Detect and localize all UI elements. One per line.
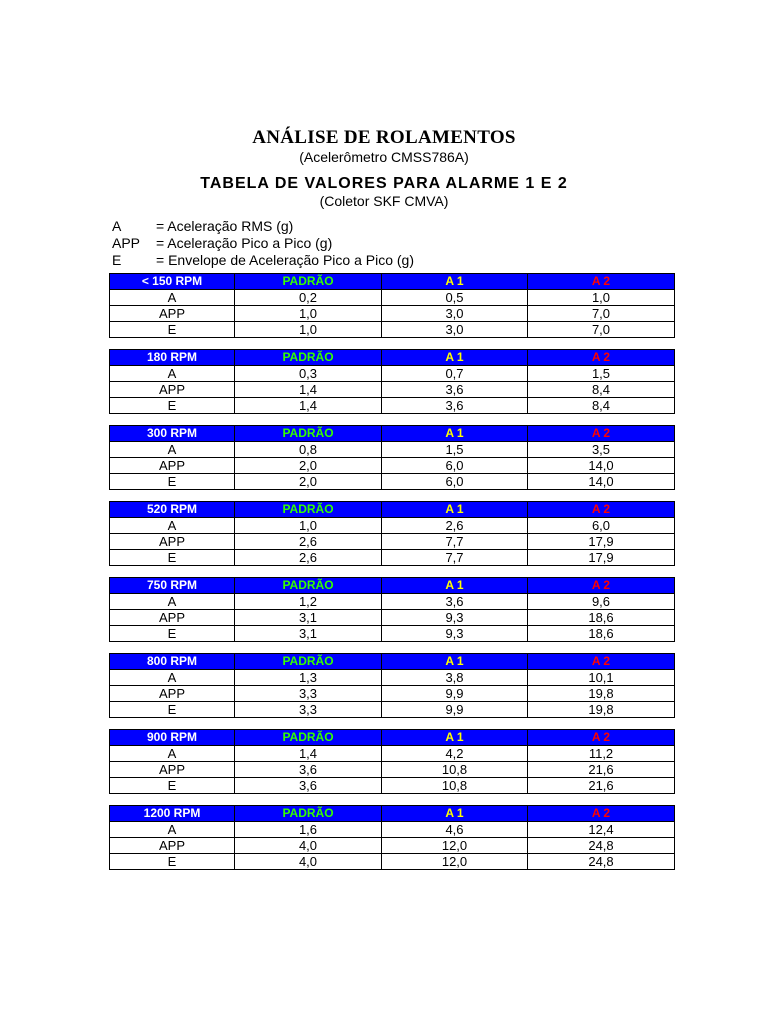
- rpm-table: [109, 501, 675, 566]
- padrao-header: PADRÃO: [235, 274, 382, 290]
- metric-cell: A: [110, 366, 235, 382]
- metric-cell: APP: [110, 382, 235, 398]
- metric-cell: E: [110, 398, 235, 414]
- padrao-cell: 4,0: [235, 838, 382, 854]
- a1-cell: 3,6: [382, 594, 528, 610]
- metric-cell: A: [110, 594, 235, 610]
- table-row: [110, 594, 675, 610]
- padrao-cell: 1,0: [235, 518, 382, 534]
- a1-cell: 10,8: [382, 778, 528, 794]
- a2-cell: 14,0: [528, 474, 675, 490]
- a1-cell: 4,6: [382, 822, 528, 838]
- rpm-header: 300 RPM: [110, 426, 235, 442]
- table-row: [110, 382, 675, 398]
- rpm-table: [109, 729, 675, 794]
- a2-header: A 2: [528, 502, 675, 518]
- metric-cell: APP: [110, 534, 235, 550]
- table-row: [110, 822, 675, 838]
- table-row: [110, 838, 675, 854]
- table-header-row: [110, 502, 675, 518]
- table-row: [110, 322, 675, 338]
- padrao-cell: 1,3: [235, 670, 382, 686]
- table-row: [110, 778, 675, 794]
- padrao-header: PADRÃO: [235, 502, 382, 518]
- metric-cell: E: [110, 702, 235, 718]
- a1-cell: 7,7: [382, 534, 528, 550]
- page-subtitle: (Acelerômetro CMSS786A): [299, 149, 469, 165]
- rpm-header: 1200 RPM: [110, 806, 235, 822]
- a2-cell: 12,4: [528, 822, 675, 838]
- metric-cell: APP: [110, 458, 235, 474]
- rpm-table: [109, 577, 675, 642]
- a2-header: A 2: [528, 426, 675, 442]
- legend-row: [112, 235, 414, 252]
- a2-cell: 9,6: [528, 594, 675, 610]
- legend-row: [112, 252, 414, 269]
- padrao-cell: 1,0: [235, 322, 382, 338]
- a1-cell: 10,8: [382, 762, 528, 778]
- rpm-header: 180 RPM: [110, 350, 235, 366]
- a1-cell: 0,5: [382, 290, 528, 306]
- rpm-table: [109, 349, 675, 414]
- padrao-header: PADRÃO: [235, 426, 382, 442]
- padrao-cell: 0,2: [235, 290, 382, 306]
- metric-cell: A: [110, 518, 235, 534]
- table-row: [110, 762, 675, 778]
- padrao-cell: 1,6: [235, 822, 382, 838]
- a2-cell: 6,0: [528, 518, 675, 534]
- padrao-header: PADRÃO: [235, 578, 382, 594]
- a1-cell: 1,5: [382, 442, 528, 458]
- legend: [112, 218, 414, 269]
- a1-header: A 1: [382, 350, 528, 366]
- a1-cell: 9,3: [382, 626, 528, 642]
- padrao-cell: 0,3: [235, 366, 382, 382]
- metric-cell: A: [110, 670, 235, 686]
- a1-cell: 2,6: [382, 518, 528, 534]
- a1-cell: 9,9: [382, 702, 528, 718]
- metric-cell: A: [110, 822, 235, 838]
- padrao-cell: 4,0: [235, 854, 382, 870]
- table-row: [110, 626, 675, 642]
- collector-label: (Coletor SKF CMVA): [319, 193, 449, 209]
- padrao-cell: 3,3: [235, 686, 382, 702]
- a2-cell: 18,6: [528, 610, 675, 626]
- metric-cell: E: [110, 626, 235, 642]
- padrao-cell: 2,6: [235, 550, 382, 566]
- a1-cell: 3,6: [382, 382, 528, 398]
- a2-header: A 2: [528, 350, 675, 366]
- rpm-table: [109, 273, 675, 338]
- metric-cell: APP: [110, 610, 235, 626]
- padrao-header: PADRÃO: [235, 350, 382, 366]
- a1-cell: 9,9: [382, 686, 528, 702]
- table-header-row: [110, 578, 675, 594]
- table-row: [110, 854, 675, 870]
- padrao-cell: 3,6: [235, 778, 382, 794]
- padrao-header: PADRÃO: [235, 730, 382, 746]
- a1-cell: 3,8: [382, 670, 528, 686]
- a2-cell: 24,8: [528, 838, 675, 854]
- padrao-cell: 3,1: [235, 610, 382, 626]
- a1-cell: 4,2: [382, 746, 528, 762]
- table-row: [110, 702, 675, 718]
- table-row: [110, 686, 675, 702]
- a2-cell: 21,6: [528, 778, 675, 794]
- metric-cell: APP: [110, 838, 235, 854]
- a2-cell: 19,8: [528, 702, 675, 718]
- legend-abbr: E: [112, 252, 122, 268]
- a2-cell: 17,9: [528, 550, 675, 566]
- legend-abbr: APP: [112, 235, 141, 251]
- a1-cell: 12,0: [382, 854, 528, 870]
- metric-cell: E: [110, 550, 235, 566]
- padrao-cell: 1,2: [235, 594, 382, 610]
- rpm-table: [109, 653, 675, 718]
- a2-cell: 10,1: [528, 670, 675, 686]
- a1-cell: 6,0: [382, 458, 528, 474]
- a1-cell: 6,0: [382, 474, 528, 490]
- metric-cell: A: [110, 442, 235, 458]
- legend-desc: = Envelope de Aceleração Pico a Pico (g): [156, 252, 414, 268]
- a1-cell: 7,7: [382, 550, 528, 566]
- a1-cell: 12,0: [382, 838, 528, 854]
- rpm-header: < 150 RPM: [110, 274, 235, 290]
- a2-cell: 8,4: [528, 382, 675, 398]
- a1-header: A 1: [382, 502, 528, 518]
- page-title: ANÁLISE DE ROLAMENTOS: [252, 127, 516, 148]
- a1-header: A 1: [382, 654, 528, 670]
- table-header-row: [110, 350, 675, 366]
- padrao-cell: 3,3: [235, 702, 382, 718]
- table-title: TABELA DE VALORES PARA ALARME 1 E 2: [200, 175, 568, 192]
- padrao-cell: 2,0: [235, 474, 382, 490]
- table-row: [110, 534, 675, 550]
- table-header-row: [110, 426, 675, 442]
- metric-cell: E: [110, 322, 235, 338]
- padrao-cell: 2,0: [235, 458, 382, 474]
- a1-header: A 1: [382, 274, 528, 290]
- a2-cell: 3,5: [528, 442, 675, 458]
- rpm-table: [109, 805, 675, 870]
- a1-cell: 3,0: [382, 306, 528, 322]
- table-header-row: [110, 654, 675, 670]
- legend-row: [112, 218, 414, 235]
- padrao-cell: 0,8: [235, 442, 382, 458]
- a2-cell: 1,0: [528, 290, 675, 306]
- metric-cell: APP: [110, 306, 235, 322]
- table-header-row: [110, 730, 675, 746]
- legend-desc: = Aceleração RMS (g): [156, 218, 294, 234]
- a2-cell: 11,2: [528, 746, 675, 762]
- a1-header: A 1: [382, 806, 528, 822]
- padrao-cell: 2,6: [235, 534, 382, 550]
- padrao-header: PADRÃO: [235, 806, 382, 822]
- metric-cell: A: [110, 290, 235, 306]
- table-row: [110, 458, 675, 474]
- a1-cell: 9,3: [382, 610, 528, 626]
- table-row: [110, 474, 675, 490]
- a1-header: A 1: [382, 730, 528, 746]
- padrao-cell: 1,0: [235, 306, 382, 322]
- rpm-table: [109, 425, 675, 490]
- rpm-header: 900 RPM: [110, 730, 235, 746]
- rpm-header: 800 RPM: [110, 654, 235, 670]
- table-row: [110, 442, 675, 458]
- table-row: [110, 398, 675, 414]
- table-header-row: [110, 274, 675, 290]
- padrao-cell: 3,6: [235, 762, 382, 778]
- metric-cell: E: [110, 778, 235, 794]
- metric-cell: E: [110, 854, 235, 870]
- a2-cell: 21,6: [528, 762, 675, 778]
- a1-cell: 0,7: [382, 366, 528, 382]
- padrao-cell: 1,4: [235, 746, 382, 762]
- a2-cell: 14,0: [528, 458, 675, 474]
- metric-cell: APP: [110, 762, 235, 778]
- rpm-header: 520 RPM: [110, 502, 235, 518]
- a2-header: A 2: [528, 730, 675, 746]
- a2-cell: 7,0: [528, 322, 675, 338]
- padrao-cell: 1,4: [235, 382, 382, 398]
- padrao-cell: 1,4: [235, 398, 382, 414]
- a2-cell: 18,6: [528, 626, 675, 642]
- a2-cell: 19,8: [528, 686, 675, 702]
- table-row: [110, 290, 675, 306]
- table-row: [110, 610, 675, 626]
- table-row: [110, 670, 675, 686]
- table-row: [110, 518, 675, 534]
- a1-cell: 3,6: [382, 398, 528, 414]
- legend-abbr: A: [112, 218, 122, 234]
- table-row: [110, 746, 675, 762]
- a2-header: A 2: [528, 274, 675, 290]
- a2-header: A 2: [528, 806, 675, 822]
- table-row: [110, 306, 675, 322]
- a2-cell: 1,5: [528, 366, 675, 382]
- a2-cell: 7,0: [528, 306, 675, 322]
- rpm-header: 750 RPM: [110, 578, 235, 594]
- a2-cell: 17,9: [528, 534, 675, 550]
- table-row: [110, 550, 675, 566]
- a1-cell: 3,0: [382, 322, 528, 338]
- metric-cell: E: [110, 474, 235, 490]
- a2-header: A 2: [528, 578, 675, 594]
- padrao-cell: 3,1: [235, 626, 382, 642]
- a1-header: A 1: [382, 426, 528, 442]
- a1-header: A 1: [382, 578, 528, 594]
- metric-cell: APP: [110, 686, 235, 702]
- table-header-row: [110, 806, 675, 822]
- table-row: [110, 366, 675, 382]
- a2-cell: 24,8: [528, 854, 675, 870]
- a2-header: A 2: [528, 654, 675, 670]
- a2-cell: 8,4: [528, 398, 675, 414]
- padrao-header: PADRÃO: [235, 654, 382, 670]
- metric-cell: A: [110, 746, 235, 762]
- legend-desc: = Aceleração Pico a Pico (g): [156, 235, 333, 251]
- alarm-tables: [109, 273, 674, 881]
